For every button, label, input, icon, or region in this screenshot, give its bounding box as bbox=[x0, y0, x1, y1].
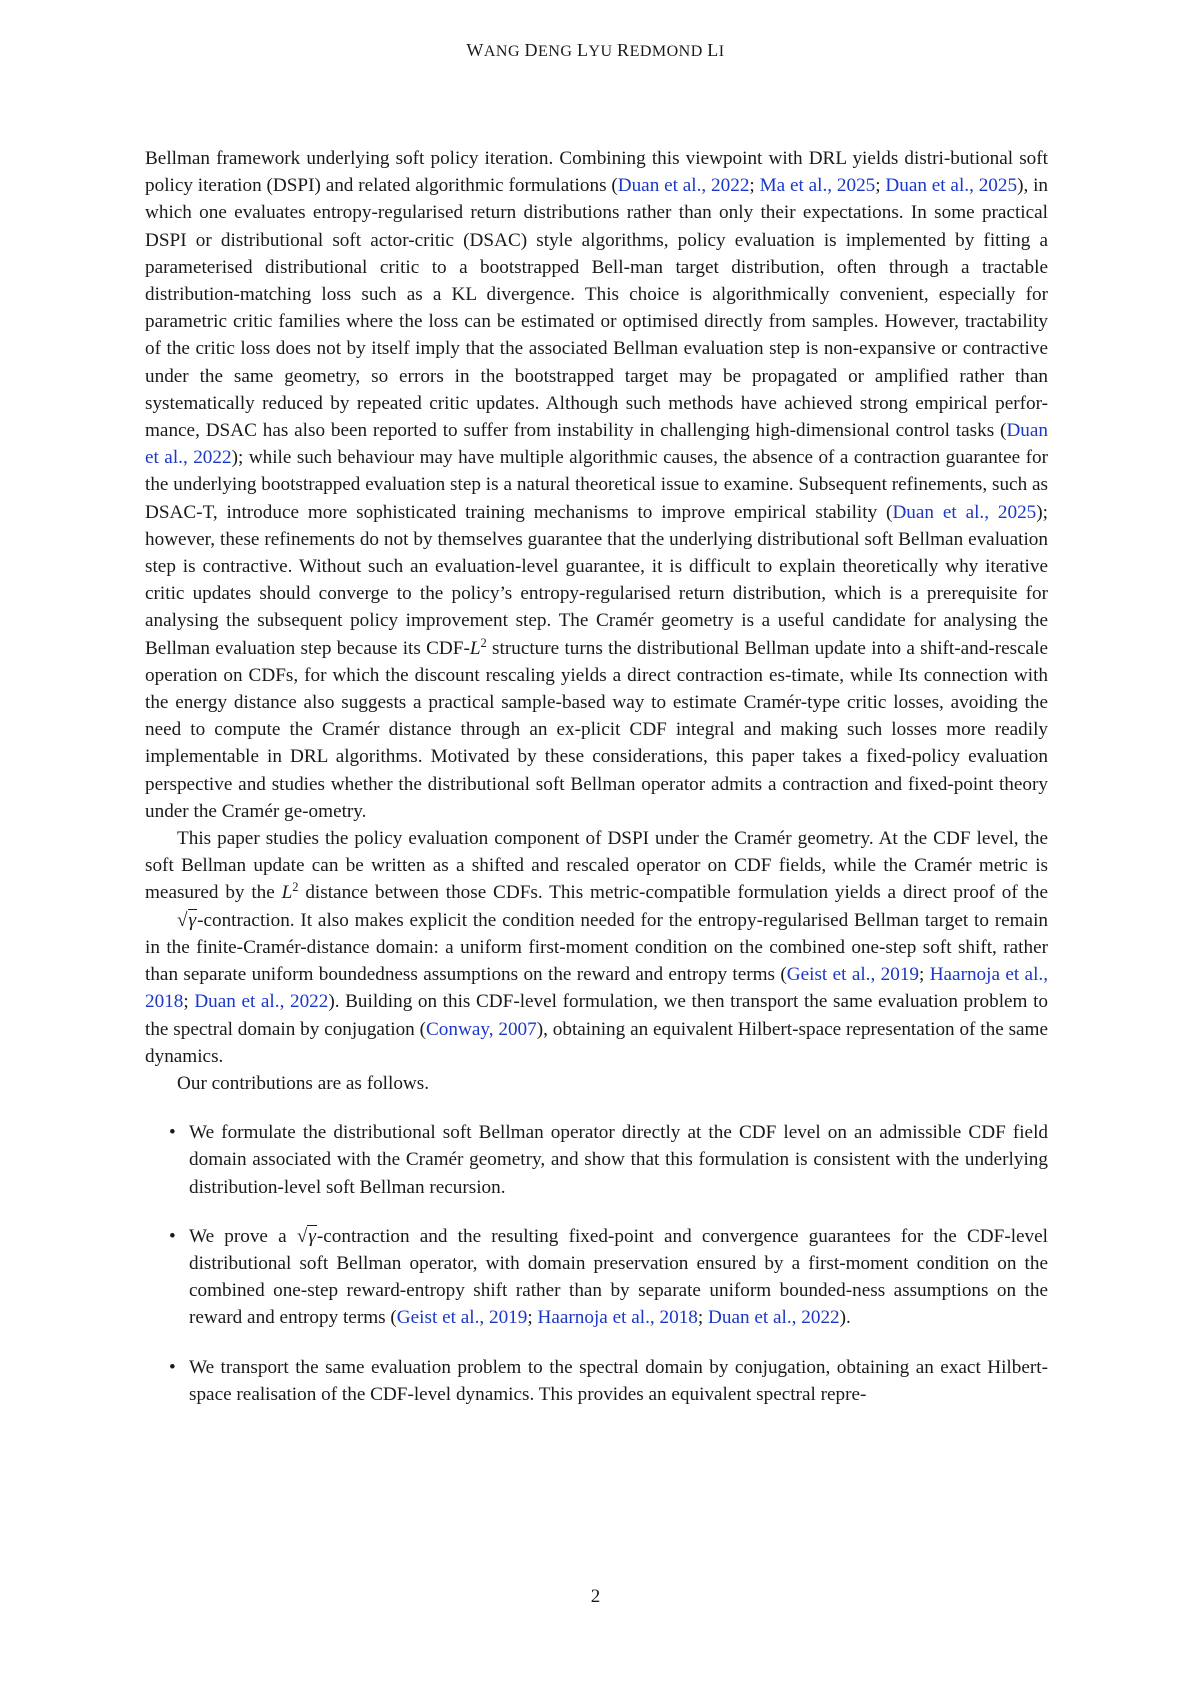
math-L: L bbox=[469, 637, 481, 659]
running-header bbox=[0, 40, 1191, 61]
sep: ; bbox=[919, 964, 930, 986]
citation-link[interactable]: Ma et al., 2025 bbox=[759, 175, 876, 197]
author-1-rest: ENG bbox=[538, 43, 573, 60]
citation-link[interactable]: Haarnoja et al., 2018 bbox=[145, 964, 1048, 1013]
paragraph-2 bbox=[145, 825, 1048, 1070]
sqrt-gamma: √γ bbox=[296, 1225, 316, 1247]
citation-link[interactable]: Duan et al., 2022 bbox=[194, 991, 329, 1013]
citation-link[interactable]: Duan et al., 2022 bbox=[145, 420, 1048, 469]
sep: ; bbox=[875, 175, 886, 197]
page-number: 2 bbox=[590, 1586, 601, 1607]
citation-link[interactable]: Duan et al., 2025 bbox=[892, 501, 1037, 523]
author-4-rest: I bbox=[718, 43, 725, 60]
math-superscript: 2 bbox=[480, 635, 487, 650]
author-3-initial: R bbox=[617, 40, 630, 60]
math-superscript: 2 bbox=[292, 880, 299, 895]
paragraph-1 bbox=[145, 145, 1048, 825]
citation-link[interactable]: Duan et al., 2022 bbox=[617, 175, 750, 197]
text: ), obtaining an equivalent Hilbert-space representation of the same dynamics. bbox=[145, 1018, 1048, 1067]
math-L: L bbox=[281, 882, 293, 904]
bullet-icon: • bbox=[169, 1356, 176, 1378]
citation-link[interactable]: Conway, 2007 bbox=[426, 1018, 537, 1040]
text: This paper studies the policy evaluation component of DSPI under the Cramér geometry. At the CDF level, the soft Bellman update can be written as a shifted and rescaled operator on CDF fields, while the Cramér metric is measured by the bbox=[145, 828, 1048, 904]
author-1-initial: D bbox=[524, 40, 539, 60]
sep: ; bbox=[749, 175, 760, 197]
text: We formulate the distributional soft Bellman operator directly at the CDF level on an admissible CDF field domain associated with the Cramér geometry, and show that this formulation is consistent with the underlying distribution-level soft Bellman recursion. bbox=[189, 1122, 1048, 1198]
text: structure turns the distributional Bellman update into a shift-and-rescale operation on CDFs, for which the discount rescaling yields a direct contraction es-timate, while Its connection with the energy distance also suggests a practical sample-based way to estimate Cramér-type critic losses, avoiding the need to compute the Cramér distance through an ex-plicit CDF integral and making such losses more readily implementable in DRL algorithms. Motivated by these considerations, this paper takes a fixed-policy evaluation perspective and studies whether the distributional soft Bellman operator admits a contraction and fixed-point theory under the Cramér ge-ometry. bbox=[145, 637, 1048, 822]
list-item bbox=[145, 1223, 1048, 1332]
sep: ; bbox=[527, 1307, 538, 1329]
citation-link[interactable]: Duan et al., 2022 bbox=[708, 1307, 840, 1329]
author-4-initial: L bbox=[707, 40, 719, 60]
author-0-initial: W bbox=[466, 40, 484, 60]
author-2-initial: L bbox=[576, 40, 589, 60]
text: ). bbox=[839, 1307, 851, 1329]
citation-link[interactable]: Geist et al., 2019 bbox=[786, 964, 919, 986]
list-item bbox=[145, 1354, 1048, 1408]
text: We prove a bbox=[189, 1225, 297, 1247]
citation-link[interactable]: Duan et al., 2025 bbox=[885, 175, 1018, 197]
text: We transport the same evaluation problem to the spectral domain by conjugation, obtaining an exact Hilbert-space realisation of the CDF-level dynamics. This provides an equivalent spectral repre- bbox=[189, 1356, 1048, 1405]
author-0-rest: ANG bbox=[483, 43, 521, 60]
sep: ; bbox=[697, 1307, 709, 1329]
body-text bbox=[145, 145, 1048, 1430]
contributions-list bbox=[145, 1119, 1048, 1408]
text: ); however, these refinements do not by themselves guarantee that the underlying distributional soft Bellman evaluation step is contractive. Without such an evaluation-level guarantee, it is difficult to explain theoretically why iterative critic updates should converge to the policy’s entropy-regularised return distribution, which is a prerequisite for analysing the subsequent policy improvement step. The Cramér geometry is a useful candidate for analysing the Bellman evaluation step because its CDF- bbox=[145, 501, 1048, 659]
author-3-rest: EDMOND bbox=[629, 43, 703, 60]
paragraph-3: Our contributions are as follows. bbox=[177, 1072, 430, 1094]
bullet-icon: • bbox=[169, 1225, 176, 1247]
text: -contraction and the resulting fixed-point and convergence guarantees for the CDF-level distributional soft Bellman operator, with domain preservation ensured by a first-moment condition on the combined one-step reward-entropy shift rather than by separate uniform bounded-ness assumptions on the reward and entropy terms ( bbox=[189, 1225, 1048, 1329]
text: ); while such behaviour may have multiple algorithmic causes, the absence of a contraction guarantee for the underlying bootstrapped evaluation step is a natural theoretical issue to examine. Subsequent refinements, such as DSAC-T, introduce more sophisticated training mechanisms to improve empirical stability ( bbox=[145, 447, 1049, 523]
text: ). Building on this CDF-level formulation, we then transport the same evaluation problem to the spectral domain by conjugation ( bbox=[145, 991, 1048, 1040]
text: -contraction. It also makes explicit the condition needed for the entropy-regularised Bellman target to remain in the finite-Cramér-distance domain: a uniform first-moment condition on the combined one-step soft shift, rather than separate uniform boundedness assumptions on the reward and entropy terms ( bbox=[145, 909, 1048, 986]
sep: ; bbox=[183, 991, 195, 1013]
sqrt-gamma: √γ bbox=[177, 909, 197, 931]
text: Bellman framework underlying soft policy iteration. Combining this viewpoint with DRL yields distri-butional soft policy iteration (DSPI) and related algorithmic formulations ( bbox=[145, 148, 1048, 197]
citation-link[interactable]: Geist et al., 2019 bbox=[396, 1307, 528, 1329]
text: ), in which one evaluates entropy-regularised return distributions rather than only their expectations. In some practical DSPI or distributional soft actor-critic (DSAC) style algorithms, policy evaluation is implemented by fitting a parameterised distributional critic to a bootstrapped Bell-man target distribution, often through a tractable distribution-matching loss such as a KL divergence. This choice is algorithmically convenient, especially for parametric critic families where the loss can be estimated or optimised directly from samples. However, tractability of the critic loss does not by itself imply that the associated Bellman evaluation step is non-expansive or contractive under the same geometry, so errors in the bootstrapped target may be propagated or amplified rather than systematically reduced by repeated critic updates. Although such methods have achieved strong empirical perfor-mance, DSAC has also been reported to suffer from instability in challenging high-dimensional control tasks ( bbox=[145, 175, 1049, 442]
bullet-icon: • bbox=[169, 1122, 176, 1144]
author-2-rest: YU bbox=[588, 43, 613, 60]
citation-link[interactable]: Haarnoja et al., 2018 bbox=[537, 1307, 698, 1329]
list-item bbox=[145, 1119, 1048, 1201]
text: distance between those CDFs. This metric-compatible formulation yields a direct proof of the bbox=[298, 882, 1048, 904]
